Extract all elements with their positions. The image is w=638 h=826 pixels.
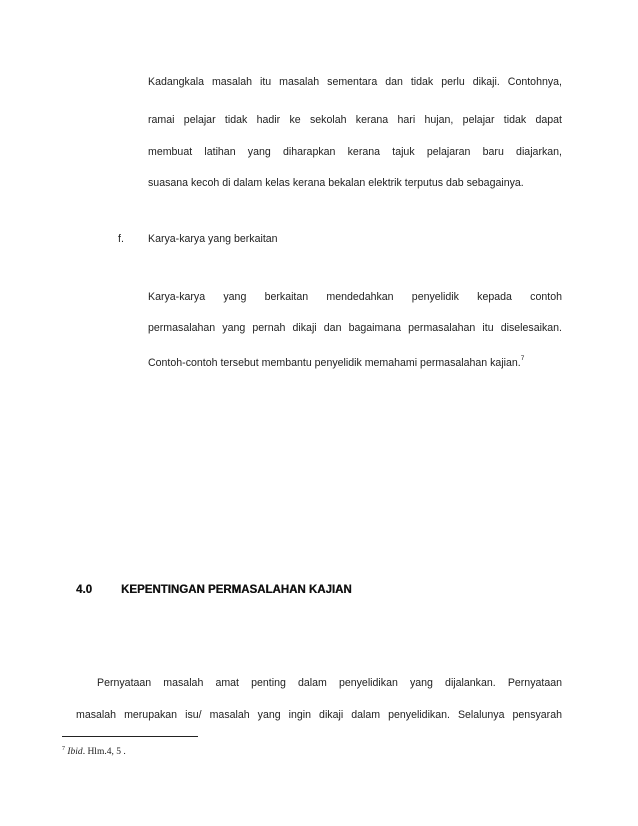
para-f-line-3 [148,352,524,370]
para-top-line-4: suasana kecoh di dalam kelas kerana bekalan elektrik terputus dab sebagainya. [148,177,524,189]
footnote-separator [62,736,198,737]
list-item-title-f: Karya-karya yang berkaitan [148,233,278,245]
para-section-line-1: Pernyataan masalah amat penting dalam penyelidikan yang dijalankan. Pernyataan [97,677,562,689]
footnote [62,743,126,758]
para-section-line-2: masalah merupakan isu/ masalah yang ingin dikaji dalam penyelidikan. Selalunya pensyarah [76,709,562,721]
footnote-source: Ibid [67,747,83,757]
para-top-line-2: ramai pelajar tidak hadir ke sekolah kerana hari hujan, pelajar tidak dapat [148,114,562,126]
footnote-number: 7 [62,746,65,752]
section-number: 4.0 [76,584,92,596]
footnote-reference: 7 [520,355,525,362]
para-f-line-2: permasalahan yang pernah dikaji dan bagaimana permasalahan itu diselesaikan. [148,322,562,334]
section-title: KEPENTINGAN PERMASALAHAN KAJIAN [121,584,352,596]
list-marker-f: f. [118,233,124,245]
para-f-line-1: Karya-karya yang berkaitan mendedahkan penyelidik kepada contoh [148,291,562,303]
para-f-line-3-text: Contoh-contoh tersebut membantu penyelidik memahami permasalahan kajian. [148,357,521,369]
footnote-rest: . Hlm.4, 5 . [82,747,126,757]
para-top-line-1: Kadangkala masalah itu masalah sementara dan tidak perlu dikaji. Contohnya, [148,76,562,88]
para-top-line-3: membuat latihan yang diharapkan kerana tajuk pelajaran baru diajarkan, [148,146,562,158]
